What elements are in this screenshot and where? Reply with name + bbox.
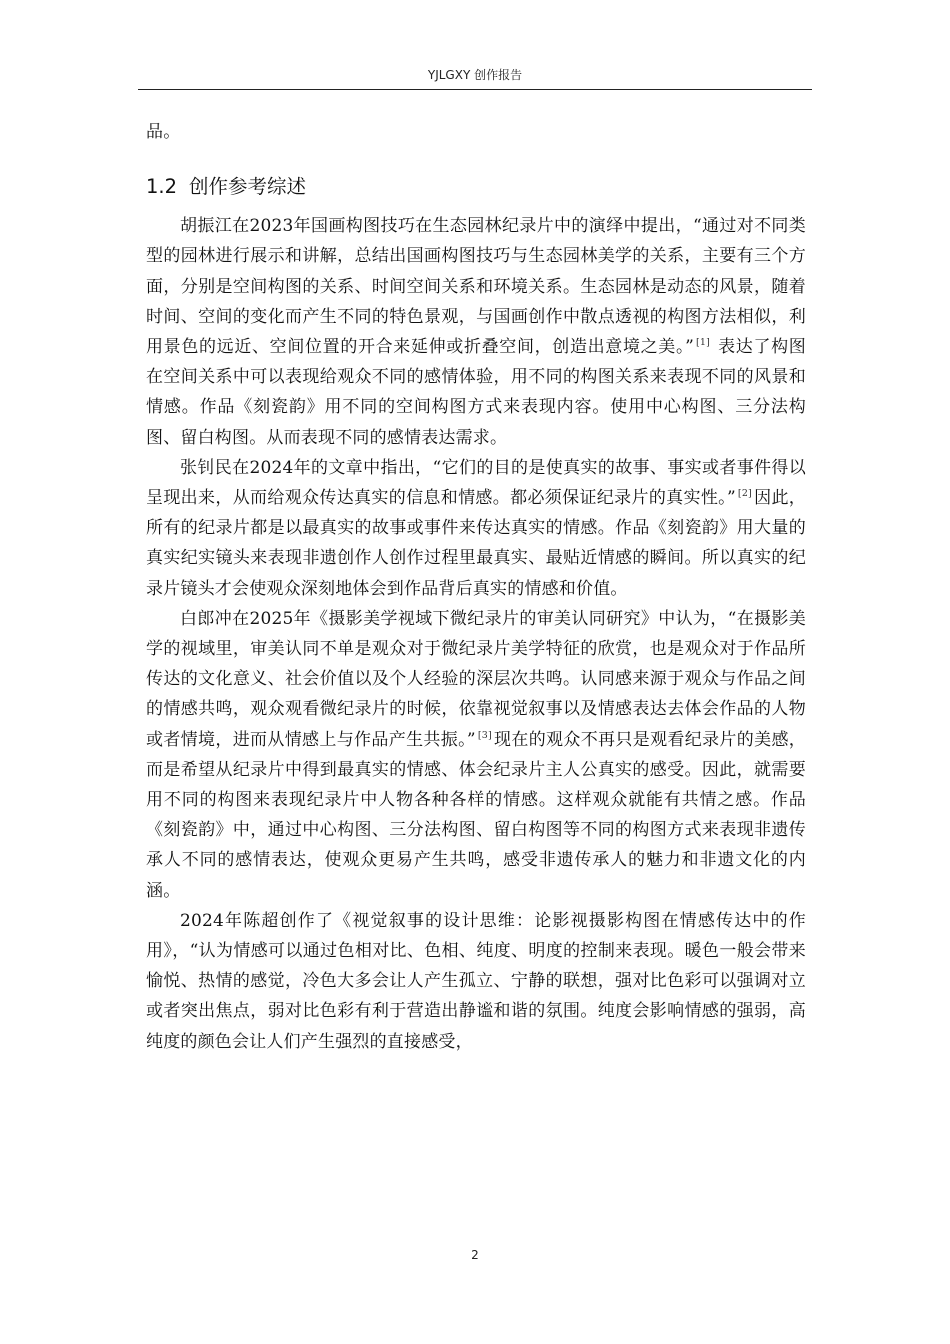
paragraph-text: 2024年陈超创作了《视觉叙事的设计思维：论影视摄影构图在情感传达中的作用》，“认为情感可以通过色相对比、色相、纯度、明度的控制来表现。暖色一般会带来愉悦、热情的感觉，冷色大多会让人产生孤立、宁静的联想，强对比色彩可以强调对立或者突出焦点，弱对比色彩有利于营造出静谧和谐的氛围。纯度会影响情感的强弱，高纯度的颜色会让人们产生强烈的直接感受，	[146, 910, 806, 1052]
paragraph-3	[146, 604, 806, 906]
paragraph-text: 胡振江在2023年国画构图技巧在生态园林纪录片中的演绎中提出，“通过对不同类型的园林进行展示和讲解，总结出国画构图技巧与生态园林美学的关系，主要有三个方面，分别是空间构图的关系、时间空间关系和环境关系。生态园林是动态的风景，随着时间、空间的变化而产生不同的特色景观，与国画创作中散点透视的构图方法相似，利用景色的远近、空间位置的开合来延伸或折叠空间，创造出意境之美。”	[146, 216, 806, 358]
citation-mark: [2]	[737, 488, 752, 500]
continuation-line: 品。	[146, 122, 181, 142]
page-number: 2	[471, 1248, 479, 1262]
section-title: 创作参考综述	[189, 175, 307, 199]
document-body	[146, 117, 806, 1057]
paragraph-text: 表达了构图在空间关系中可以表现给观众不同的感情体验，用不同的构图关系来表现不同的风景和情感。作品《刻瓷韵》用不同的空间构图方式来表现内容。使用中心构图、三分法构图、留白构图。从而表现不同的感情表达需求。	[146, 337, 806, 448]
section-heading	[146, 173, 806, 201]
section-number: 1.2	[146, 175, 178, 199]
paragraph-text: 张钊民在2024年的文章中指出，“它们的目的是使真实的故事、事实或者事件得以呈现出来，从而给观众传达真实的信息和情感。都必须保证纪录片的真实性。”	[146, 457, 806, 509]
paragraph-text: 白郎冲在2025年《摄影美学视域下微纪录片的审美认同研究》中认为，“在摄影美学的视域里，审美认同不单是观众对于微纪录片美学特征的欣赏，也是观众对于作品所传达的文化意义、社会价值以及个人经验的深层次共鸣。认同感来源于观众与作品之间的情感共鸣，观众观看微纪录片的时候，依靠视觉叙事以及情感表达去体会作品的人物或者情境，进而从情感上与作品产生共振。”	[146, 608, 806, 750]
paragraph-1	[146, 211, 806, 453]
paragraph-2	[146, 453, 806, 604]
paragraph-4	[146, 906, 806, 1057]
running-header: YJLGXY 创作报告	[427, 68, 523, 82]
citation-mark: [1]	[696, 337, 711, 349]
header-rule	[138, 89, 812, 90]
citation-mark: [3]	[477, 729, 492, 741]
paragraph-text: 因此，所有的纪录片都是以最真实的故事或事件来传达真实的情感。作品《刻瓷韵》用大量的真实纪实镜头来表现非遗创作人创作过程里最真实、最贴近情感的瞬间。所以真实的纪录片镜头才会使观众深刻地体会到作品背后真实的情感和价值。	[146, 488, 806, 599]
paragraph-text: 现在的观众不再只是观看纪录片的美感，而是希望从纪录片中得到最真实的情感、体会纪录片主人公真实的感受。因此，就需要用不同的构图来表现纪录片中人物各种各样的情感。这样观众就能有共情之感。作品《刻瓷韵》中，通过中心构图、三分法构图、留白构图等不同的构图方式来表现非遗传承人不同的感情表达，使观众更易产生共鸣，感受非遗传承人的魅力和非遗文化的内涵。	[146, 729, 806, 901]
